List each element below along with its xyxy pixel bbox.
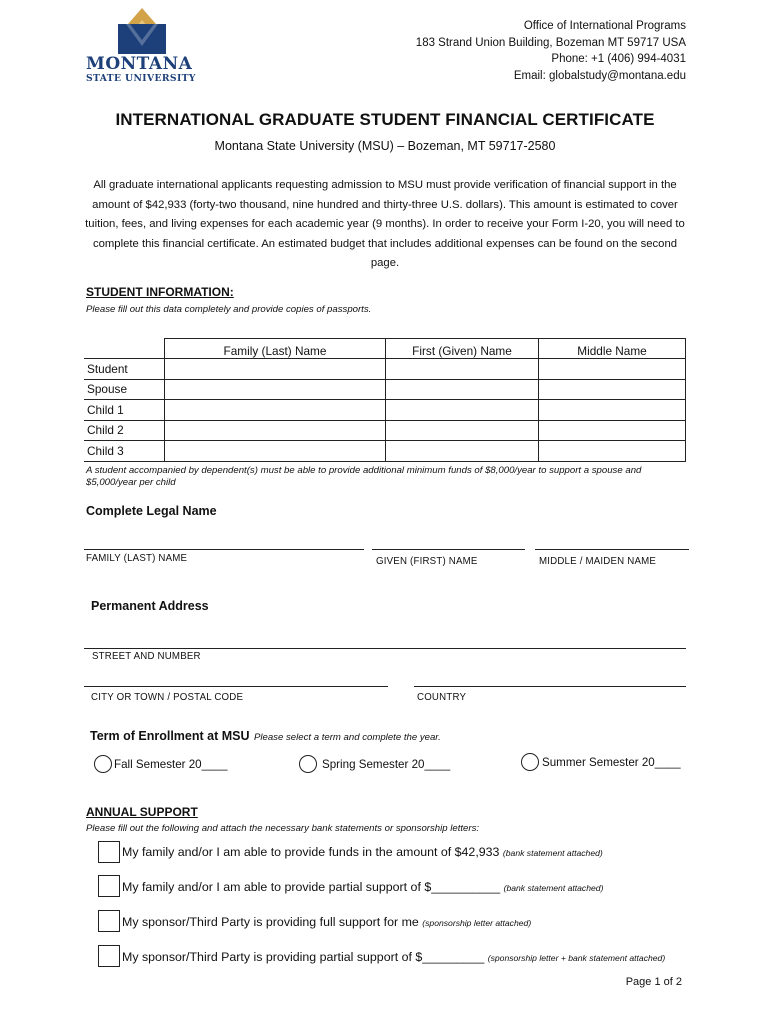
- sponsor-partial-note: (sponsorship letter + bank statement attached): [487, 953, 666, 963]
- student-info-table: [84, 338, 686, 462]
- sponsor-full-text: My sponsor/Third Party is providing full support for me: [122, 915, 419, 929]
- student-first-cell[interactable]: [386, 359, 539, 380]
- table-row: [84, 420, 686, 441]
- intro-paragraph: All graduate international applicants requesting admission to MSU must provide verification of financial support in the amount of $42,933 (forty-two thousand, nine hundred and thirty-three U.S. dollars). This amount is estimated to cover tuition, fees, and living expenses for each academic year (9 months). In order to receive your Form I-20, you will need to complete this financial certificate. An estimated budget that includes additional expenses can be found on the second page.: [85, 179, 685, 269]
- logo-line1: MONTANA: [86, 54, 193, 74]
- row-label: Student: [84, 359, 165, 380]
- middle-name-caption: MIDDLE / MAIDEN NAME: [539, 556, 657, 567]
- spouse-family-cell[interactable]: [165, 379, 386, 400]
- full-funds-note: (bank statement attached): [502, 848, 603, 858]
- partial-funds-option: [122, 880, 603, 894]
- sponsor-partial-checkbox[interactable]: [98, 945, 120, 967]
- page-subtitle: Montana State University (MSU) – Bozeman, MT 59717-2580: [214, 139, 556, 153]
- page-title: INTERNATIONAL GRADUATE STUDENT FINANCIAL CERTIFICATE: [115, 110, 655, 129]
- col-middle-name: Middle Name: [539, 339, 686, 359]
- col-family-name: Family (Last) Name: [165, 339, 386, 359]
- col-first-name: First (Given) Name: [386, 339, 539, 359]
- child2-family-cell[interactable]: [165, 420, 386, 441]
- student-info-heading: STUDENT INFORMATION:: [86, 285, 234, 299]
- legal-name-title: Complete Legal Name: [86, 504, 217, 518]
- office-line4: Email: globalstudy@montana.edu: [513, 69, 686, 82]
- page-number: Page 1 of 2: [625, 976, 682, 988]
- summer-semester-radio[interactable]: [521, 753, 539, 771]
- fall-semester-radio[interactable]: [94, 755, 112, 773]
- table-row: [84, 359, 686, 380]
- child1-middle-cell[interactable]: [539, 400, 686, 421]
- summer-semester-label: Summer Semester 20____: [542, 756, 681, 769]
- annual-support-heading: ANNUAL SUPPORT: [86, 805, 198, 819]
- partial-funds-checkbox[interactable]: [98, 875, 120, 897]
- table-row: [84, 400, 686, 421]
- sponsor-full-checkbox[interactable]: [98, 910, 120, 932]
- street-caption: STREET AND NUMBER: [92, 651, 201, 662]
- student-family-cell[interactable]: [165, 359, 386, 380]
- spring-semester-label: Spring Semester 20____: [322, 758, 451, 771]
- row-label: Child 1: [84, 400, 165, 421]
- middle-name-line[interactable]: [535, 549, 689, 550]
- partial-funds-note: (bank statement attached): [503, 883, 604, 893]
- country-caption: COUNTRY: [417, 692, 467, 703]
- logo-line2: STATE UNIVERSITY: [86, 73, 196, 84]
- city-caption: CITY OR TOWN / POSTAL CODE: [91, 692, 244, 703]
- table-row: [84, 379, 686, 400]
- office-line3: Phone: +1 (406) 994-4031: [551, 53, 686, 65]
- full-funds-text: My family and/or I am able to provide funds in the amount of $42,933: [122, 845, 500, 859]
- row-label: Child 3: [84, 441, 165, 462]
- office-address: [416, 18, 686, 84]
- child1-first-cell[interactable]: [386, 400, 539, 421]
- dependents-footnote: A student accompanied by dependent(s) must be able to provide additional minimum funds of $8,000/year to support a spouse and $5,000/year per child: [86, 465, 642, 488]
- student-info-instruction: Please fill out this data completely and provide copies of passports.: [86, 304, 372, 315]
- student-middle-cell[interactable]: [539, 359, 686, 380]
- table-header-row: [84, 339, 686, 359]
- child3-middle-cell[interactable]: [539, 441, 686, 462]
- annual-support-instruction: Please fill out the following and attach the necessary bank statements or sponsorship letters:: [86, 823, 480, 834]
- term-heading: [90, 727, 441, 745]
- row-label: Child 2: [84, 420, 165, 441]
- fall-semester-label: Fall Semester 20____: [114, 758, 228, 771]
- sponsor-full-note: (sponsorship letter attached): [422, 918, 532, 928]
- street-line[interactable]: [84, 648, 686, 649]
- family-name-caption: FAMILY (LAST) NAME: [86, 553, 188, 564]
- country-line[interactable]: [414, 686, 686, 687]
- msu-logo: [82, 6, 202, 84]
- spring-semester-radio[interactable]: [299, 755, 317, 773]
- partial-funds-text: My family and/or I am able to provide partial support of $__________: [122, 880, 501, 894]
- child1-family-cell[interactable]: [165, 400, 386, 421]
- family-name-line[interactable]: [84, 549, 364, 550]
- full-funds-option: [122, 845, 603, 859]
- child3-family-cell[interactable]: [165, 441, 386, 462]
- child2-middle-cell[interactable]: [539, 420, 686, 441]
- msu-m-icon: [82, 6, 202, 56]
- child3-first-cell[interactable]: [386, 441, 539, 462]
- given-name-caption: GIVEN (FIRST) NAME: [376, 556, 478, 567]
- given-name-line[interactable]: [372, 549, 525, 550]
- office-line1: Office of International Programs: [523, 20, 686, 32]
- spouse-middle-cell[interactable]: [539, 379, 686, 400]
- sponsor-partial-text: My sponsor/Third Party is providing partial support of $_________: [122, 950, 485, 964]
- term-instruction: Please select a term and complete the year.: [253, 732, 441, 743]
- address-title: Permanent Address: [91, 599, 209, 613]
- child2-first-cell[interactable]: [386, 420, 539, 441]
- term-title: Term of Enrollment at MSU: [90, 729, 250, 743]
- table-row: [84, 441, 686, 462]
- sponsor-full-option: [122, 915, 531, 929]
- office-line2: 183 Strand Union Building, Bozeman MT 59717 USA: [415, 36, 686, 49]
- sponsor-partial-option: [122, 950, 665, 964]
- full-funds-checkbox[interactable]: [98, 841, 120, 863]
- city-line[interactable]: [84, 686, 388, 687]
- spouse-first-cell[interactable]: [386, 379, 539, 400]
- row-label: Spouse: [84, 379, 165, 400]
